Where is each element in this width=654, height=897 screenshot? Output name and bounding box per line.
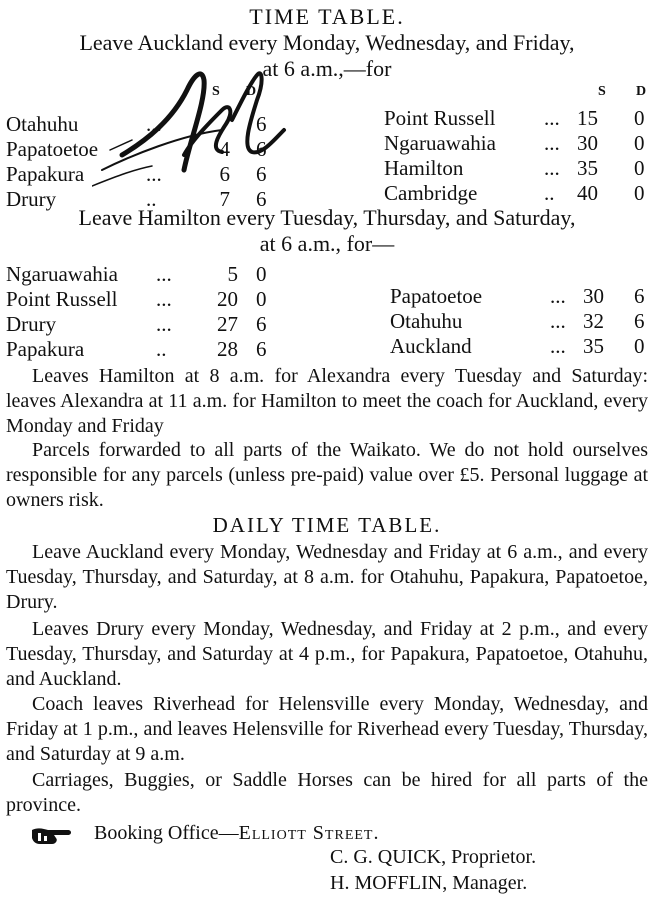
fare-pence: 0 xyxy=(256,287,267,311)
carriages-paragraph xyxy=(6,768,648,818)
fare-pence: 6 xyxy=(634,309,645,333)
fare-shillings: 20 xyxy=(217,287,238,311)
riverhead-text: Coach leaves Riverhead for Helensville every Monday, Wednesday, and Friday at 1 p.m., and leaves Helensville for Riverhead every Tuesday, Thursday, and Saturday at 9 a.m. xyxy=(6,693,648,765)
leader-dots: ... xyxy=(550,309,566,333)
col-header-d-left: D xyxy=(246,84,257,99)
leader-dots: ... xyxy=(156,262,172,286)
fare-shillings: 30 xyxy=(577,131,598,155)
alexandra-paragraph xyxy=(6,364,648,438)
fare-shillings: 5 xyxy=(227,262,238,286)
carriages-text: Carriages, Buggies, or Saddle Horses can be hired for all parts of the province. xyxy=(6,769,648,816)
destination-name: Cambridge xyxy=(384,181,478,205)
col-header-d-right: D xyxy=(636,84,647,99)
fare-pence: 0 xyxy=(256,262,267,286)
destination-name: Drury xyxy=(6,187,57,211)
proprietor-line: C. G. QUICK, Proprietor. xyxy=(330,846,537,868)
timetable-title: TIME TABLE. xyxy=(249,4,405,29)
timetable-row xyxy=(390,334,650,358)
at-time-line-1: at 6 a.m.,—for xyxy=(262,56,392,81)
leader-dots: .. xyxy=(146,187,157,211)
fare-shillings: 30 xyxy=(583,284,604,308)
fare-shillings: 32 xyxy=(583,309,604,333)
timetable-row xyxy=(6,337,276,361)
fare-shillings: 7 xyxy=(219,187,230,211)
fare-shillings: 28 xyxy=(217,337,238,361)
fare-shillings: 6 xyxy=(219,162,230,186)
destination-name: Hamilton xyxy=(384,156,464,180)
leader-dots: ... xyxy=(146,162,162,186)
timetable-row xyxy=(384,106,650,130)
leader-dots: ... xyxy=(550,334,566,358)
leader-dots: .. xyxy=(156,337,167,361)
destination-name: Papakura xyxy=(6,337,85,361)
booking-label: Booking Office— xyxy=(94,822,239,844)
destination-name: Point Russell xyxy=(384,106,496,130)
daily-auckland-text: Leave Auckland every Monday, Wednesday and Friday at 6 a.m., and every Tuesday, Thursday, and Saturday, at 8 a.m. for Otahuhu, Papakura, Papatoetoe, Drury. xyxy=(6,541,648,613)
leave-auckland-line: Leave Auckland every Monday, Wednesday, and Friday, xyxy=(79,30,575,55)
timetable-row xyxy=(384,131,650,155)
daily-timetable-title: DAILY TIME TABLE. xyxy=(212,513,442,537)
fare-pence: 6 xyxy=(256,162,267,186)
manager-line: H. MOFFLIN, Manager. xyxy=(330,872,528,894)
handwritten-scrawl xyxy=(92,60,302,190)
col-header-s-right: S xyxy=(598,84,606,99)
leader-dots: ... xyxy=(544,131,560,155)
leader-dots: ... xyxy=(544,156,560,180)
destination-name: Otahuhu xyxy=(6,112,79,136)
daily-drury-text: Leaves Drury every Monday, Wednesday, and Friday at 2 p.m., and every Tuesday, Thursday, and Saturday at 4 p.m., for Papakura, Papatoetoe, Otahuhu, and Auckland. xyxy=(6,618,648,690)
leader-dots: ... xyxy=(544,106,560,130)
timetable-row xyxy=(384,181,650,205)
fare-shillings: 35 xyxy=(583,334,604,358)
fare-shillings: 4 xyxy=(219,137,230,161)
timetable-row xyxy=(6,287,276,311)
timetable-row xyxy=(6,312,276,336)
destination-name: Papatoetoe xyxy=(390,284,483,308)
fare-shillings: 35 xyxy=(577,156,598,180)
timetable-row xyxy=(384,156,650,180)
fare-pence: 6 xyxy=(256,312,267,336)
pointing-hand-icon xyxy=(30,824,74,848)
fare-shillings: 15 xyxy=(577,106,598,130)
leave-hamilton-line: Leave Hamilton every Tuesday, Thursday, and Saturday, xyxy=(78,205,576,230)
leader-dots: ... xyxy=(146,112,162,136)
fare-pence: 6 xyxy=(256,337,267,361)
fare-pence: 6 xyxy=(256,137,267,161)
riverhead-paragraph xyxy=(6,692,648,766)
timetable-row xyxy=(390,309,650,333)
at-time-line-2: at 6 a.m., for— xyxy=(259,231,395,256)
parcels-text: Parcels forwarded to all parts of the Waikato. We do not hold ourselves responsible for any parcels (unless pre-paid) value over £5. Personal luggage at owners risk. xyxy=(6,439,648,511)
fare-shillings: 40 xyxy=(577,181,598,205)
timetable-row xyxy=(6,262,276,286)
fare-pence: 0 xyxy=(634,106,645,130)
fare-pence: 0 xyxy=(634,131,645,155)
leader-dots: ... xyxy=(156,287,172,311)
booking-street: Elliott Street. xyxy=(238,822,380,844)
leader-dots: ... xyxy=(156,312,172,336)
fare-pence: 6 xyxy=(256,112,267,136)
destination-name: Papatoetoe xyxy=(6,137,99,161)
destination-name: Ngaruawahia xyxy=(6,262,118,286)
destination-name: Ngaruawahia xyxy=(384,131,496,155)
fare-pence: 0 xyxy=(634,181,645,205)
daily-auckland-paragraph xyxy=(6,540,648,614)
fare-shillings: 27 xyxy=(217,312,238,336)
fare-pence: 0 xyxy=(634,156,645,180)
destination-name: Drury xyxy=(6,312,57,336)
daily-drury-paragraph xyxy=(6,617,648,691)
destination-name: Point Russell xyxy=(6,287,118,311)
alexandra-text: Leaves Hamilton at 8 a.m. for Alexandra every Tuesday and Saturday: leaves Alexandra at 11 a.m. for Hamilton to meet the coach for Auckland, every Monday and Friday xyxy=(6,365,648,437)
timetable-row xyxy=(390,284,650,308)
parcels-paragraph xyxy=(6,438,648,512)
leader-dots: .. xyxy=(544,181,555,205)
destination-name: Otahuhu xyxy=(390,309,463,333)
col-header-s-left: S xyxy=(212,84,220,99)
fare-pence: 6 xyxy=(256,187,267,211)
leader-dots: ... xyxy=(550,284,566,308)
booking-office-line xyxy=(94,822,379,845)
destination-name: Auckland xyxy=(390,334,472,358)
fare-pence: 6 xyxy=(634,284,645,308)
destination-name: Papakura xyxy=(6,162,85,186)
fare-pence: 0 xyxy=(634,334,645,358)
